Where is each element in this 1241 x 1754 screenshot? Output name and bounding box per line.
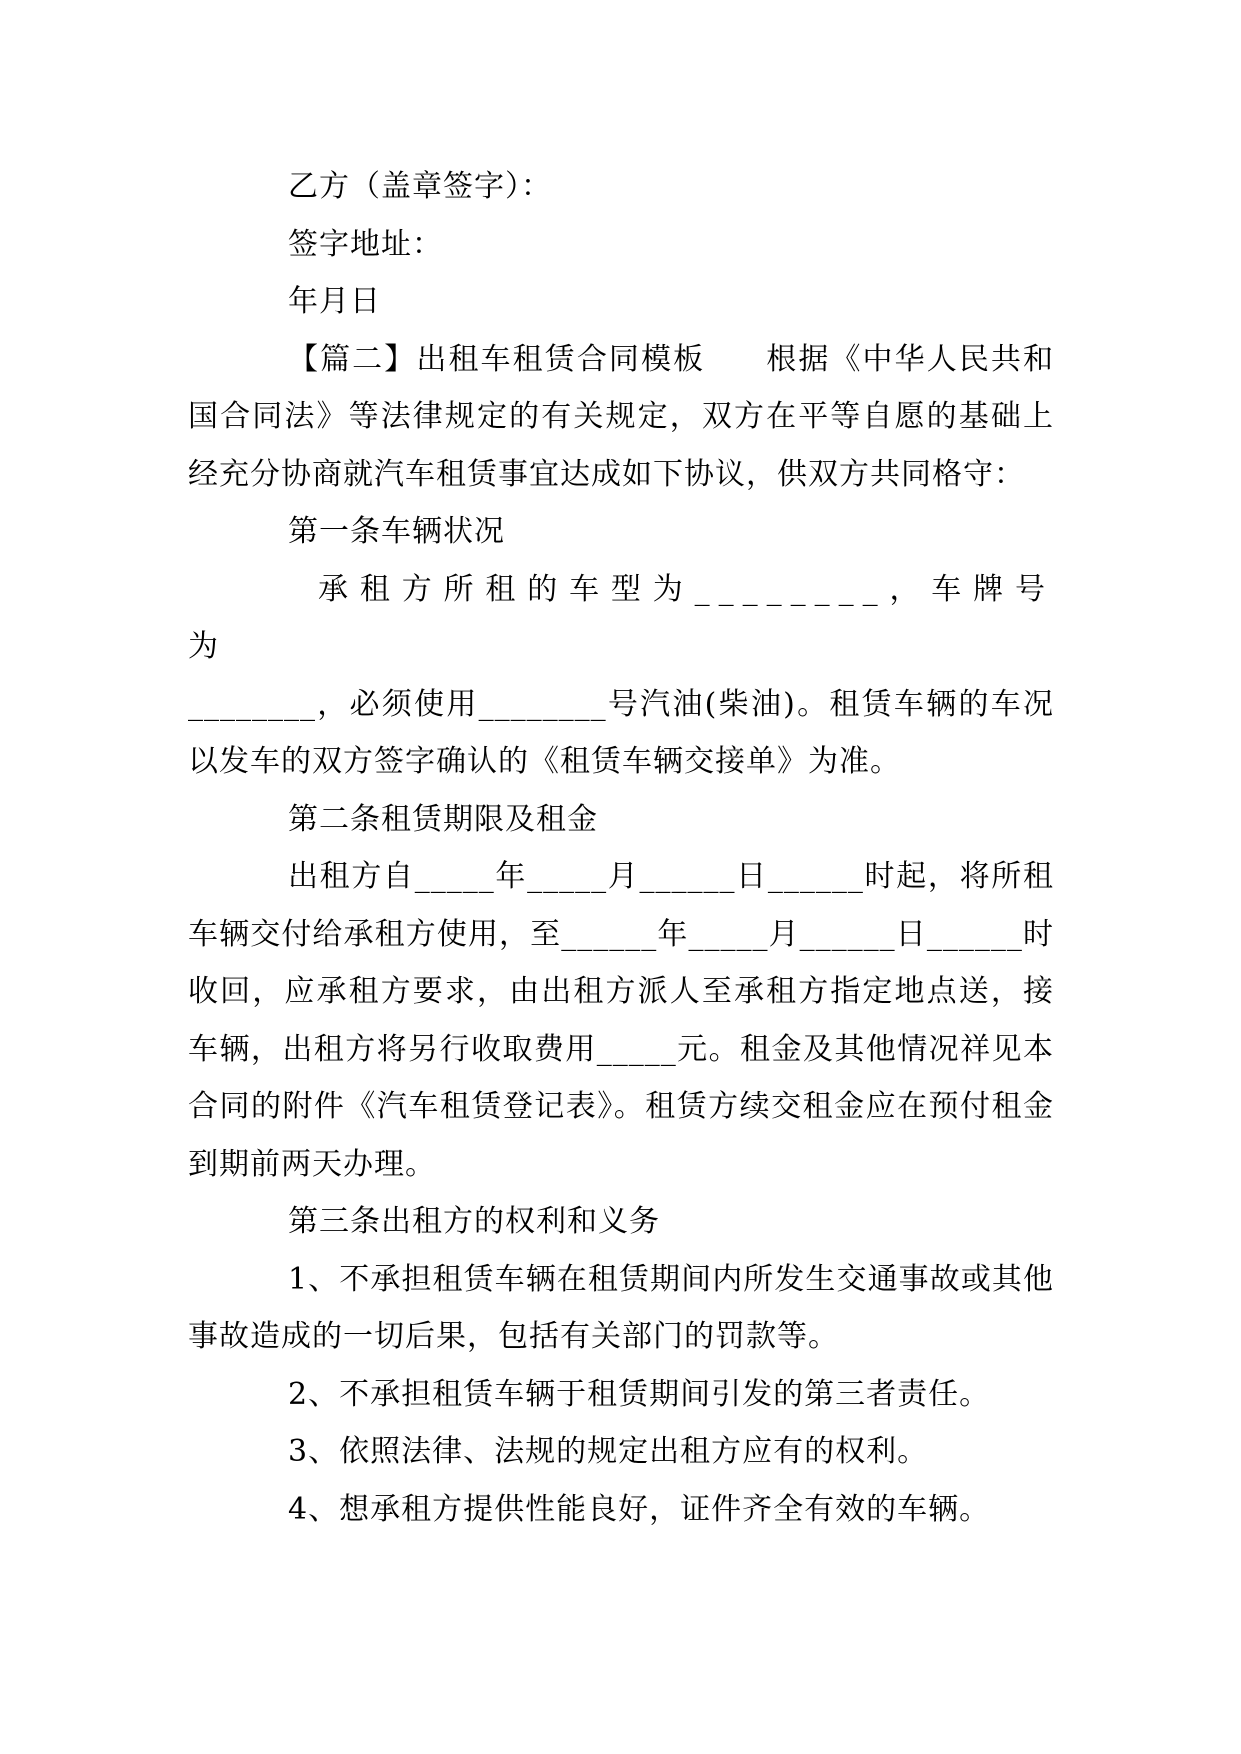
article-2-body: 出租方自_____年_____月______日______时起，将所租车辆交付给承租方使用，至______年_____月______日______时收回，应承租方要求，由出租方派人至承租方指定地点送，接车辆，出租方将另行收取费用_____元。租金及其他情况祥见本合同的附件《汽车租赁登记表》。租赁方续交租金应在预付租金到期前两天办理。	[188, 859, 1054, 1182]
article-1-line-1: 承租方所租的车型为________，车牌号为	[188, 571, 1054, 664]
intro-text: 根据《中华人民共和国合同法》等法律规定的有关规定，双方在平等自愿的基础上经充分协商就汽车租赁事宜达成如下协议，供双方共同格守：	[188, 341, 1055, 492]
date-line: 年月日	[288, 284, 381, 319]
document-page	[188, 158, 1054, 1538]
sign-address-line: 签字地址：	[288, 226, 443, 262]
article-1-body: ________，必须使用________号汽油(柴油)。租赁车辆的车况以发车的双方签字确认的《租赁车辆交接单》为准。	[188, 686, 1054, 779]
article-3-item-3: 3、依照法律、法规的规定出租方应有的权利。	[288, 1434, 929, 1469]
section-title: 【篇二】出租车租赁合同模板	[288, 341, 706, 377]
party-b-line: 乙方（盖章签字）：	[288, 169, 552, 204]
article-2-title: 第二条租赁期限及租金	[288, 801, 598, 837]
article-3-item-4: 4、想承租方提供性能良好，证件齐全有效的车辆。	[288, 1491, 991, 1527]
article-3-title: 第三条出租方的权利和义务	[288, 1204, 660, 1239]
section-paragraph	[188, 331, 1054, 504]
article-3-item-1: 1、不承担租赁车辆在租赁期间内所发生交通事故或其他事故造成的一切后果，包括有关部门的罚款等。	[188, 1261, 1054, 1354]
article-3-item-2: 2、不承担租赁车辆于租赁期间引发的第三者责任。	[288, 1376, 991, 1412]
article-1-title: 第一条车辆状况	[288, 514, 505, 549]
